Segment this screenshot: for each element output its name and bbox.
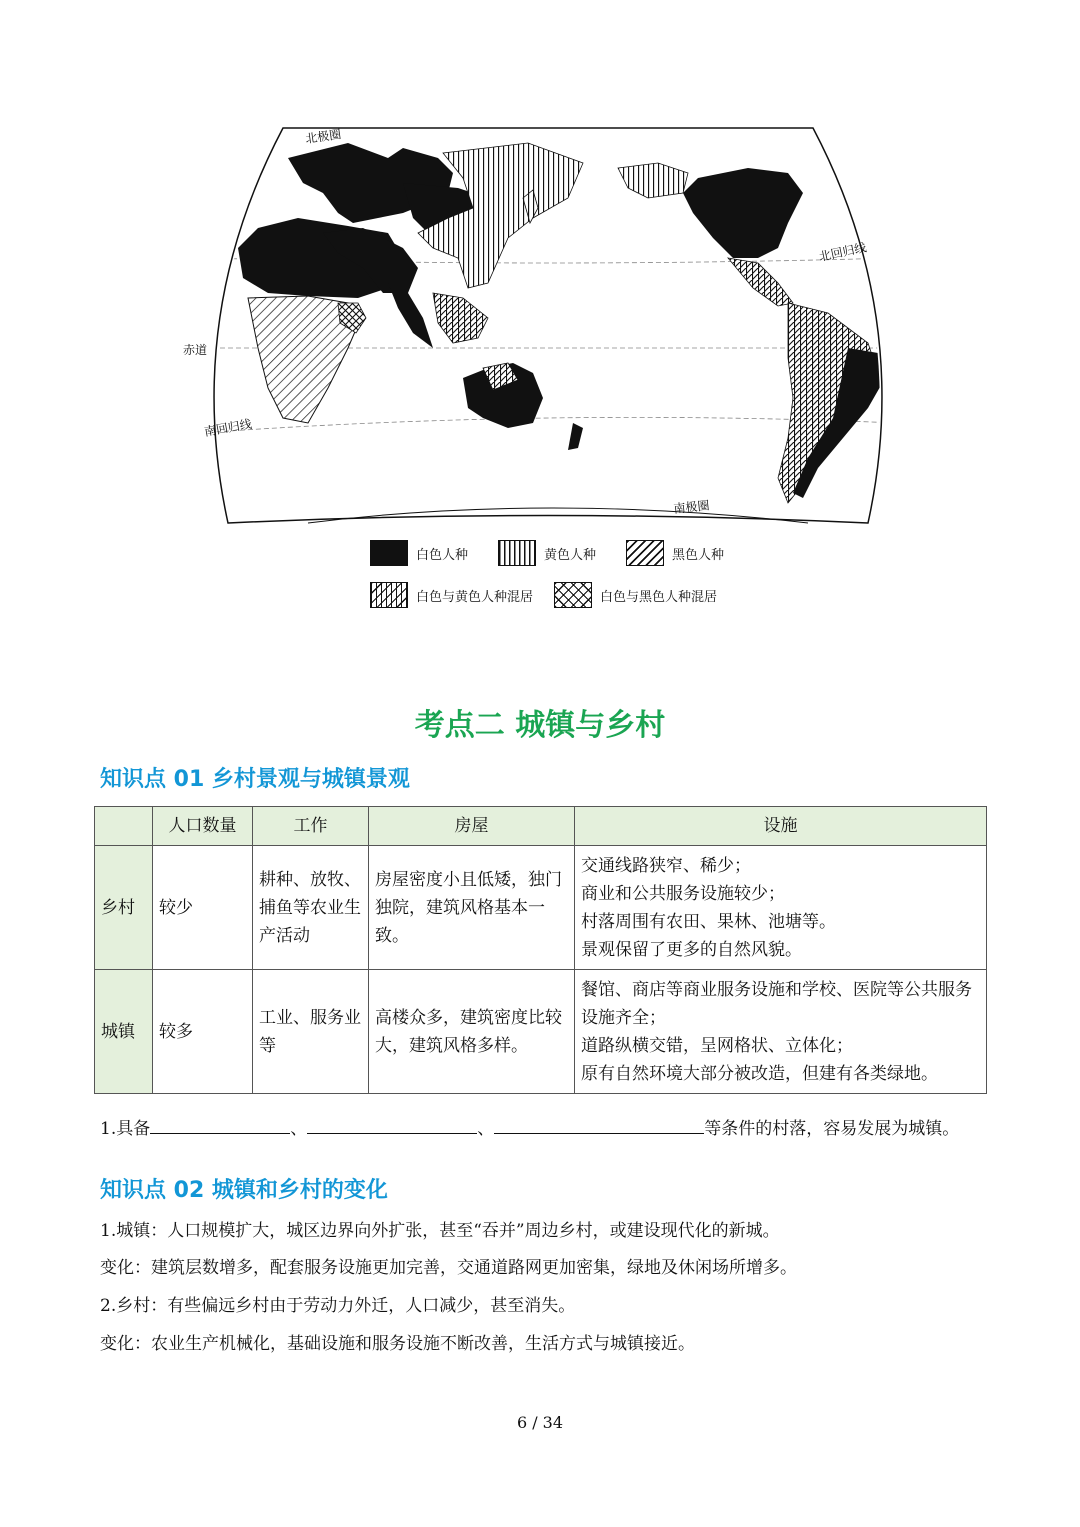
answer-blank-3[interactable] xyxy=(494,1117,704,1134)
answer-blank-1[interactable] xyxy=(150,1117,290,1134)
table-header-cell: 设施 xyxy=(575,807,987,846)
table-header-cell xyxy=(95,807,153,846)
urban-facilities: 餐馆、商店等商业服务设施和学校、医院等公共服务设施齐全； 道路纵横交错，呈网格状、立体化； 原有自然环境大部分被改造，但建有各类绿地。 xyxy=(575,970,987,1094)
row-header-rural: 乡村 xyxy=(95,846,153,970)
urban-population: 较多 xyxy=(153,970,253,1094)
arctic-circle-label: 北极圈 xyxy=(304,127,343,146)
legend-item-white: 白色人种 xyxy=(370,540,468,566)
central-america-region xyxy=(728,258,793,306)
tropic-capricorn-label: 南回归线 xyxy=(203,416,253,439)
south-asia-region xyxy=(388,283,433,348)
kp2-line-rural-change: 变化：农业生产机械化，基础设施和服务设施不断改善，生活方式与城镇接近。 xyxy=(100,1334,695,1354)
legend-item-yellow: 黄色人种 xyxy=(498,540,596,566)
new-zealand-region xyxy=(568,423,583,450)
kp2-title: 知识点 02 城镇和乡村的变化 xyxy=(100,1178,388,1203)
fill-in-question: 1.具备 、 、 等条件的村落，容易发展为城镇。 xyxy=(100,1119,960,1139)
table-row xyxy=(95,846,987,970)
kp2-line-urban: 1.城镇：人口规模扩大，城区边界向外扩张，甚至“吞并”周边乡村，或建设现代化的新城。 xyxy=(100,1221,780,1241)
urban-housing: 高楼众多，建筑密度比较大，建筑风格多样。 xyxy=(369,970,575,1094)
legend-item-black: 黑色人种 xyxy=(626,540,724,566)
rural-population: 较少 xyxy=(153,846,253,970)
table-header-cell: 工作 xyxy=(253,807,369,846)
answer-blank-2[interactable] xyxy=(307,1117,477,1134)
legend-swatch-white-yellow xyxy=(370,582,408,608)
table-row xyxy=(95,970,987,1094)
rural-housing: 房屋密度小且低矮，独门独院，建筑风格基本一致。 xyxy=(369,846,575,970)
southeast-asia-region xyxy=(433,293,488,343)
legend-swatch-white xyxy=(370,540,408,566)
page-number: 6 / 34 xyxy=(516,1413,564,1432)
legend-item-white-black: 白色与黑色人种混居 xyxy=(554,582,717,608)
legend-swatch-yellow xyxy=(498,540,536,566)
rural-work: 耕种、放牧、捕鱼等农业生产活动 xyxy=(253,846,369,970)
antarctic-circle-label: 南极圈 xyxy=(672,498,711,516)
table-header-cell: 房屋 xyxy=(369,807,575,846)
legend-item-white-yellow: 白色与黄色人种混居 xyxy=(370,582,533,608)
rural-facilities: 交通线路狭窄、稀少； 商业和公共服务设施较少； 村落周围有农田、果林、池塘等。 景观保留了更多的自然风貌。 xyxy=(575,846,987,970)
kp1-title: 知识点 01 乡村景观与城镇景观 xyxy=(100,767,410,792)
tropic-cancer-label: 北回归线 xyxy=(817,240,868,264)
kp2-line-urban-change: 变化：建筑层数增多，配套服务设施更加完善，交通道路网更加密集，绿地及休闲场所增多。 xyxy=(100,1258,797,1278)
equator-label: 赤道 xyxy=(183,343,208,357)
legend-swatch-white-black xyxy=(554,582,592,608)
table-header-cell: 人口数量 xyxy=(153,807,253,846)
row-header-urban: 城镇 xyxy=(95,970,153,1094)
urban-work: 工业、服务业等 xyxy=(253,970,369,1094)
alaska-region xyxy=(618,163,688,198)
table-header-row xyxy=(95,807,987,846)
world-race-map xyxy=(183,118,908,528)
landscape-comparison-table xyxy=(94,806,987,1094)
kp2-line-rural: 2.乡村：有些偏远乡村由于劳动力外迁，人口减少，甚至消失。 xyxy=(100,1296,576,1316)
north-america-region xyxy=(683,168,803,258)
map-legend xyxy=(370,540,790,620)
legend-swatch-black xyxy=(626,540,664,566)
section-title: 考点二 城镇与乡村 xyxy=(414,708,666,743)
